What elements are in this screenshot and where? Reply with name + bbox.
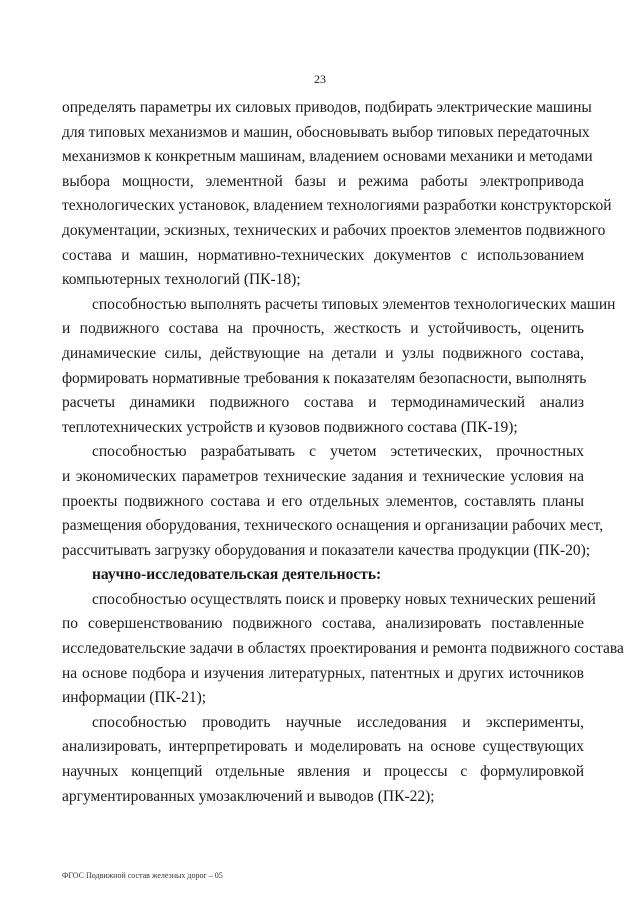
text-line: способностью выполнять расчеты типовых элементов технологических машин: [92, 295, 616, 313]
text-line: способностью проводить научные исследования и эксперименты,: [92, 713, 584, 731]
page-number: 23: [314, 72, 326, 86]
text-line: информации (ПК-21);: [62, 689, 207, 707]
text-line: динамические силы, действующие на детали и узлы подвижного состава,: [62, 344, 584, 362]
text-line: на основе подбора и изучения литературных, патентных и других источников: [62, 664, 584, 682]
text-line: технологических установок, владением технологиями разработки конструкторской: [62, 197, 612, 215]
section-heading: научно-исследовательская деятельность:: [92, 566, 382, 584]
text-line: и подвижного состава на прочность, жесткость и устойчивость, оценить: [62, 320, 584, 338]
text-line: документации, эскизных, технических и рабочих проектов элементов подвижного: [62, 221, 606, 239]
text-line: анализировать, интерпретировать и моделировать на основе существующих: [62, 738, 584, 756]
text-line: научных концепций отдельные явления и процессы с формулировкой: [62, 763, 584, 781]
text-line: механизмов к конкретным машинам, владением основами механики и методами: [62, 148, 593, 166]
text-line: определять параметры их силовых приводов, подбирать электрические машины: [62, 99, 592, 116]
text-line: выбора мощности, элементной базы и режима работы электропривода: [62, 172, 584, 190]
text-line: и экономических параметров технические задания и технические условия на: [62, 467, 584, 485]
text-line: формировать нормативные требования к показателям безопасности, выполнять: [62, 369, 587, 387]
text-line: способностью осуществлять поиск и проверку новых технических решений: [92, 590, 596, 608]
text-line: по совершенствованию подвижного состава, анализировать поставленные: [62, 615, 584, 633]
text-line: расчеты динамики подвижного состава и термодинамический анализ: [62, 394, 584, 412]
text-line: исследовательские задачи в областях проектирования и ремонта подвижного состава: [62, 640, 624, 658]
page-footer: ФГОС Подвижной состав железных дорог – 05: [62, 871, 223, 880]
document-body: [62, 96, 624, 809]
text-line: для типовых механизмов и машин, обосновывать выбор типовых передаточных: [62, 123, 590, 141]
text-line: размещения оборудования, технического оснащения и организации рабочих мест,: [62, 517, 604, 535]
text-line: аргументированных умозаключений и выводов (ПК-22);: [62, 787, 435, 805]
text-line: компьютерных технологий (ПК-18);: [62, 271, 301, 289]
text-line: способностью разрабатывать с учетом эстетических, прочностных: [92, 443, 584, 461]
text-line: теплотехнических устройств и кузовов подвижного состава (ПК-19);: [62, 418, 518, 436]
text-line: проекты подвижного состава и его отдельных элементов, составлять планы: [62, 492, 584, 510]
text-line: состава и машин, нормативно-технических документов с использованием: [62, 246, 584, 264]
text-line: рассчитывать загрузку оборудования и показатели качества продукции (ПК-20);: [62, 541, 591, 559]
